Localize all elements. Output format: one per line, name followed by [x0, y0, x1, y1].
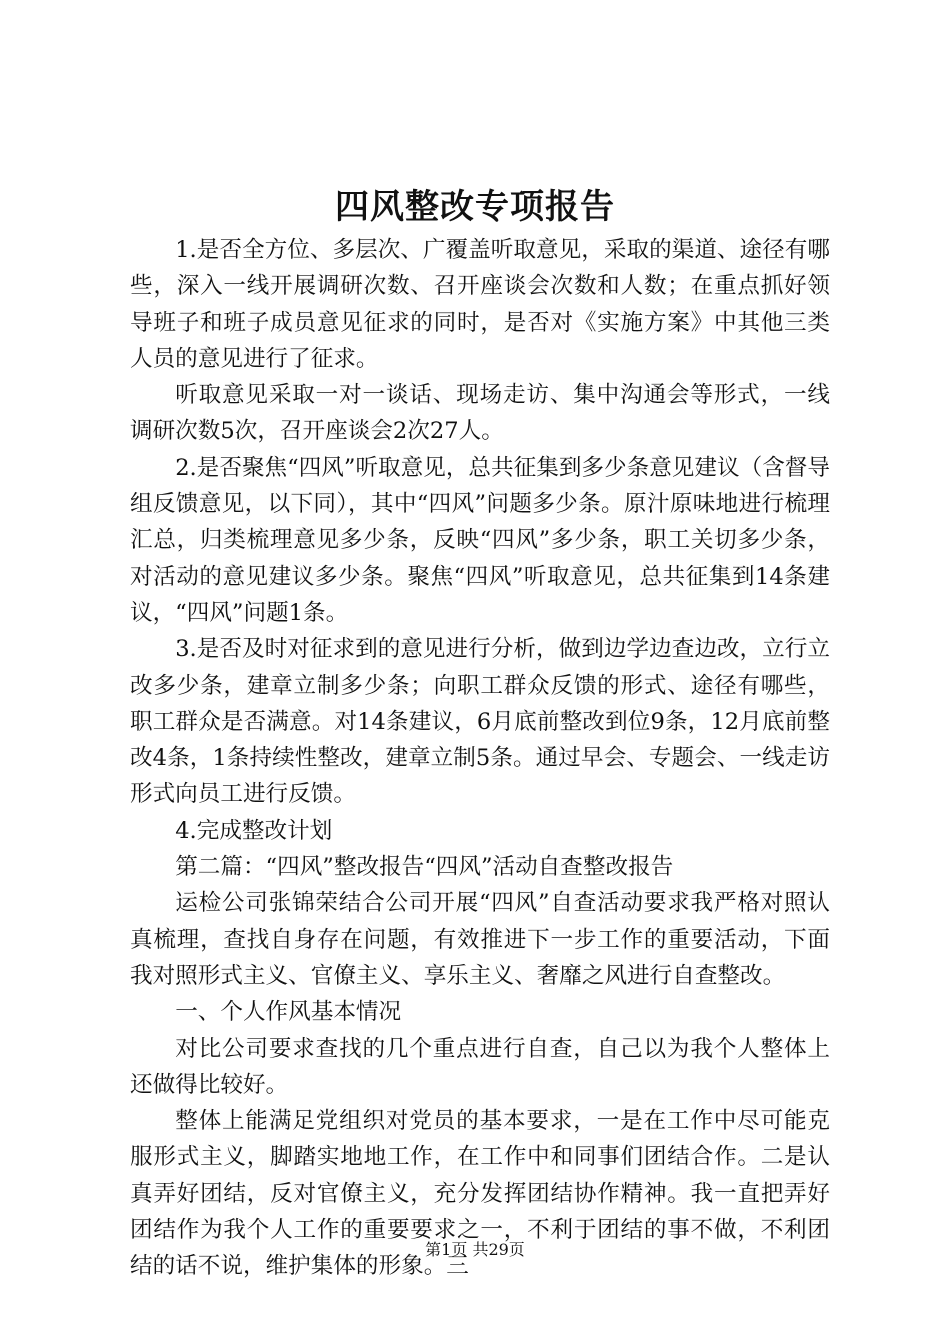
document-body	[130, 232, 830, 1285]
paragraph-1: 1.是否全方位、多层次、广覆盖听取意见，采取的渠道、途径有哪些，深入一线开展调研次数、召开座谈会次数和人数；在重点抓好领导班子和班子成员意见征求的同时，是否对《实施方案》中其他三类人员的意见进行了征求。	[130, 237, 830, 372]
paragraph-5: 4.完成整改计划	[175, 817, 333, 844]
paragraph-4: 3.是否及时对征求到的意见进行分析，做到边学边查边改，立行立改多少条，建章立制多少条；向职工群众反馈的形式、途径有哪些，职工群众是否满意。对14条建议，6月底前整改到位9条，12月底前整改4条，1条持续性整改，建章立制5条。通过早会、专题会、一线走访形式向员工进行反馈。	[130, 636, 830, 808]
paragraph-10: 整体上能满足党组织对党员的基本要求，一是在工作中尽可能克服形式主义，脚踏实地地工作，在工作中和同事们团结合作。二是认真弄好团结，反对官僚主义，充分发挥团结协作精神。我一直把弄好团结作为我个人工作的重要要求之一，不利于团结的事不做，不利团结的话不说，维护集体的形象。三	[130, 1108, 830, 1280]
paragraph-9: 对比公司要求查找的几个重点进行自查，自己以为我个人整体上还做得比较好。	[130, 1035, 830, 1098]
section-heading-personal-style: 一、个人作风基本情况	[175, 999, 402, 1026]
paragraph-7: 运检公司张锦荣结合公司开展“四风”自查活动要求我严格对照认真梳理，查找自身存在问题，有效推进下一步工作的重要活动，下面我对照形式主义、官僚主义、享乐主义、奢靡之风进行自查整改。	[130, 890, 830, 989]
document-title: 四风整改专项报告	[335, 187, 615, 227]
page-footer: 第1页 共29页	[425, 1240, 525, 1259]
paragraph-3: 2.是否聚焦“四风”听取意见，总共征集到多少条意见建议（含督导组反馈意见，以下同），其中“四风”问题多少条。原汁原味地进行梳理汇总，归类梳理意见多少条，反映“四风”多少条，职工关切多少条，对活动的意见建议多少条。聚焦“四风”听取意见，总共征集到14条建议，“四风”问题1条。	[130, 454, 830, 626]
section-heading-second-chapter: 第二篇：“四风”整改报告“四风”活动自查整改报告	[175, 854, 674, 881]
paragraph-2: 听取意见采取一对一谈话、现场走访、集中沟通会等形式，一线调研次数5次，召开座谈会2次27人。	[130, 382, 830, 445]
